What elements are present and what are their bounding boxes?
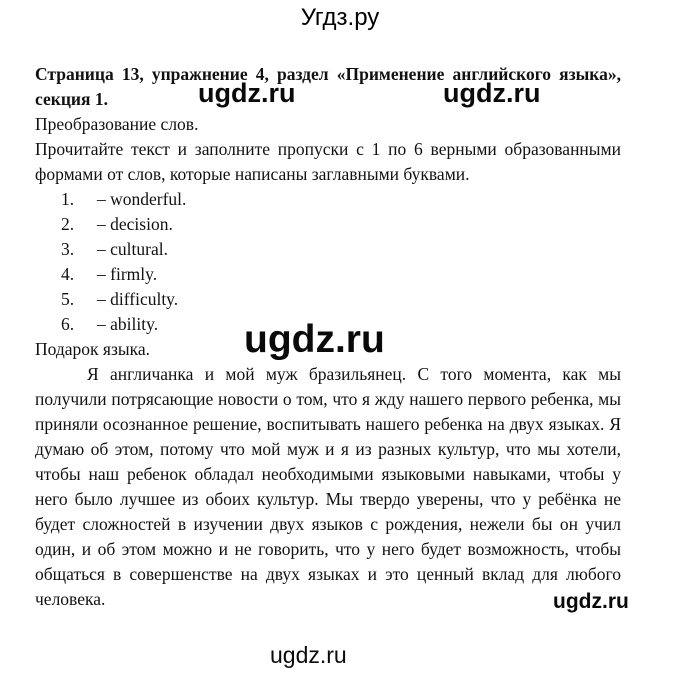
answer-number: 5. [61, 289, 75, 309]
answer-list [35, 187, 621, 337]
list-item [61, 237, 621, 262]
answer-text: – wonderful. [97, 189, 187, 209]
answer-text: – ability. [97, 314, 159, 334]
answer-text: – difficulty. [97, 289, 179, 309]
answer-number: 2. [61, 214, 75, 234]
watermark-top-left: ugdz.ru [198, 78, 296, 108]
answer-number: 6. [61, 314, 75, 334]
task-title: Преобразование слов. [35, 114, 199, 134]
list-item [61, 287, 621, 312]
answer-number: 1. [61, 189, 75, 209]
watermark-footer: ugdz.ru [270, 642, 347, 668]
answer-number: 3. [61, 239, 75, 259]
answer-text: – cultural. [97, 239, 168, 259]
answer-text: – firmly. [97, 264, 158, 284]
answer-number: 4. [61, 264, 75, 284]
story-text: Я англичанка и мой муж бразильянец. С того момента, как мы получили потрясающие новости о том, что я жду нашего первого ребенка, мы приняли осознанное решение, воспитывать нашего ребенка на двух языках. Я думаю об этом, потому что мой муж и я из разных культур, что мы хотели, чтобы наш ребенок обладал необходимыми языковыми навыками, чтобы у него было лучшее из обоих культур. Мы твердо уверены, что у ребёнка не будет сложностей в изучении двух языков с рождения, нежели бы он учил один, и об этом можно и не говорить, что у него будет возможность, чтобы общаться в совершенстве на двух языках и это ценный вклад для любого человека. [35, 364, 621, 609]
watermark-bottom-right: ugdz.ru [553, 590, 629, 613]
watermark-top-right: ugdz.ru [443, 78, 541, 108]
answer-text: – decision. [97, 214, 173, 234]
story-title: Подарок языка. [35, 339, 151, 359]
list-item [61, 212, 621, 237]
watermark-center: ugdz.ru [244, 318, 385, 361]
list-item [61, 187, 621, 212]
site-title: Угдз.ру [300, 4, 380, 31]
exercise-heading: Страница 13, упражнение 4, раздел «Применение английского языка», секция 1. [35, 64, 621, 109]
list-item [61, 262, 621, 287]
task-instruction: Прочитайте текст и заполните пропуски с 1 по 6 верными образованными формами от слов, которые написаны заглавными буквами. [35, 139, 621, 184]
